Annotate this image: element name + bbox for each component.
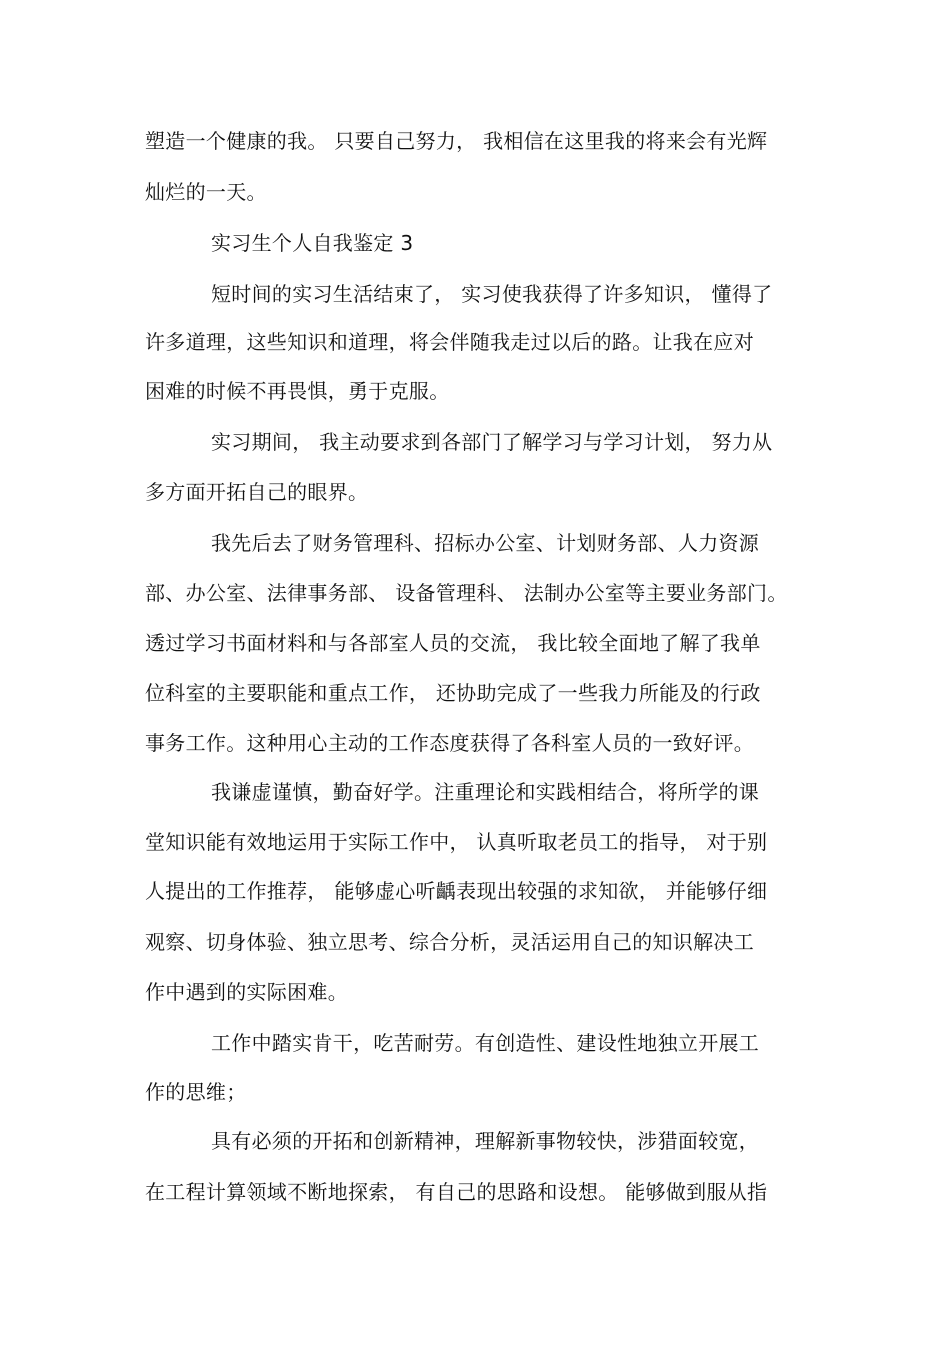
text-line: 人提出的工作推荐， 能够虚心听齲表现出较强的求知欲， 并能够仔细	[145, 879, 768, 903]
text-line: 塑造一个健康的我。 只要自己努力， 我相信在这里我的将来会有光辉	[145, 129, 768, 153]
text-line: 部、办公室、法律事务部、 设备管理科、 法制办公室等主要业务部门。	[145, 581, 788, 605]
text-line: 事务工作。这种用心主动的工作态度获得了各科室人员的一致好评。	[145, 731, 754, 755]
text-line: 在工程计算领域不断地探索， 有自己的思路和设想。 能够做到服从指	[145, 1180, 768, 1204]
text-line: 堂知识能有效地运用于实际工作中， 认真听取老员工的指导， 对于别	[145, 830, 768, 854]
text-line: 位科室的主要职能和重点工作， 还协助完成了一些我力所能及的行政	[145, 681, 761, 705]
text-line: 困难的时候不再畏惧，勇于克服。	[145, 379, 450, 403]
section-heading: 实习生个人自我鉴定 3	[211, 231, 414, 255]
text-line: 工作中踏实肯干，吃苦耐劳。有创造性、建设性地独立开展工	[211, 1031, 760, 1055]
text-line: 我谦虚谨慎，勤奋好学。注重理论和实践相结合，将所学的课	[211, 780, 760, 804]
text-line: 我先后去了财务管理科、招标办公室、计划财务部、人力资源	[211, 531, 760, 555]
text-line: 短时间的实习生活结束了， 实习使我获得了许多知识， 懂得了	[211, 282, 773, 306]
text-line: 实习期间， 我主动要求到各部门了解学习与学习计划， 努力从	[211, 430, 773, 454]
text-line: 透过学习书面材料和与各部室人员的交流， 我比较全面地了解了我单	[145, 631, 761, 655]
text-line: 灿烂的一天。	[145, 180, 267, 204]
text-line: 多方面开拓自己的眼界。	[145, 480, 369, 504]
text-line: 具有必须的开拓和创新精神，理解新事物较快，涉猎面较宽，	[211, 1129, 760, 1153]
text-line: 许多道理，这些知识和道理，将会伴随我走过以后的路。让我在应对	[145, 330, 754, 354]
text-line: 作中遇到的实际困难。	[145, 980, 348, 1004]
text-line: 作的思维；	[145, 1080, 247, 1104]
text-line: 观察、切身体验、独立思考、综合分析，灵活运用自己的知识解决工	[145, 930, 754, 954]
